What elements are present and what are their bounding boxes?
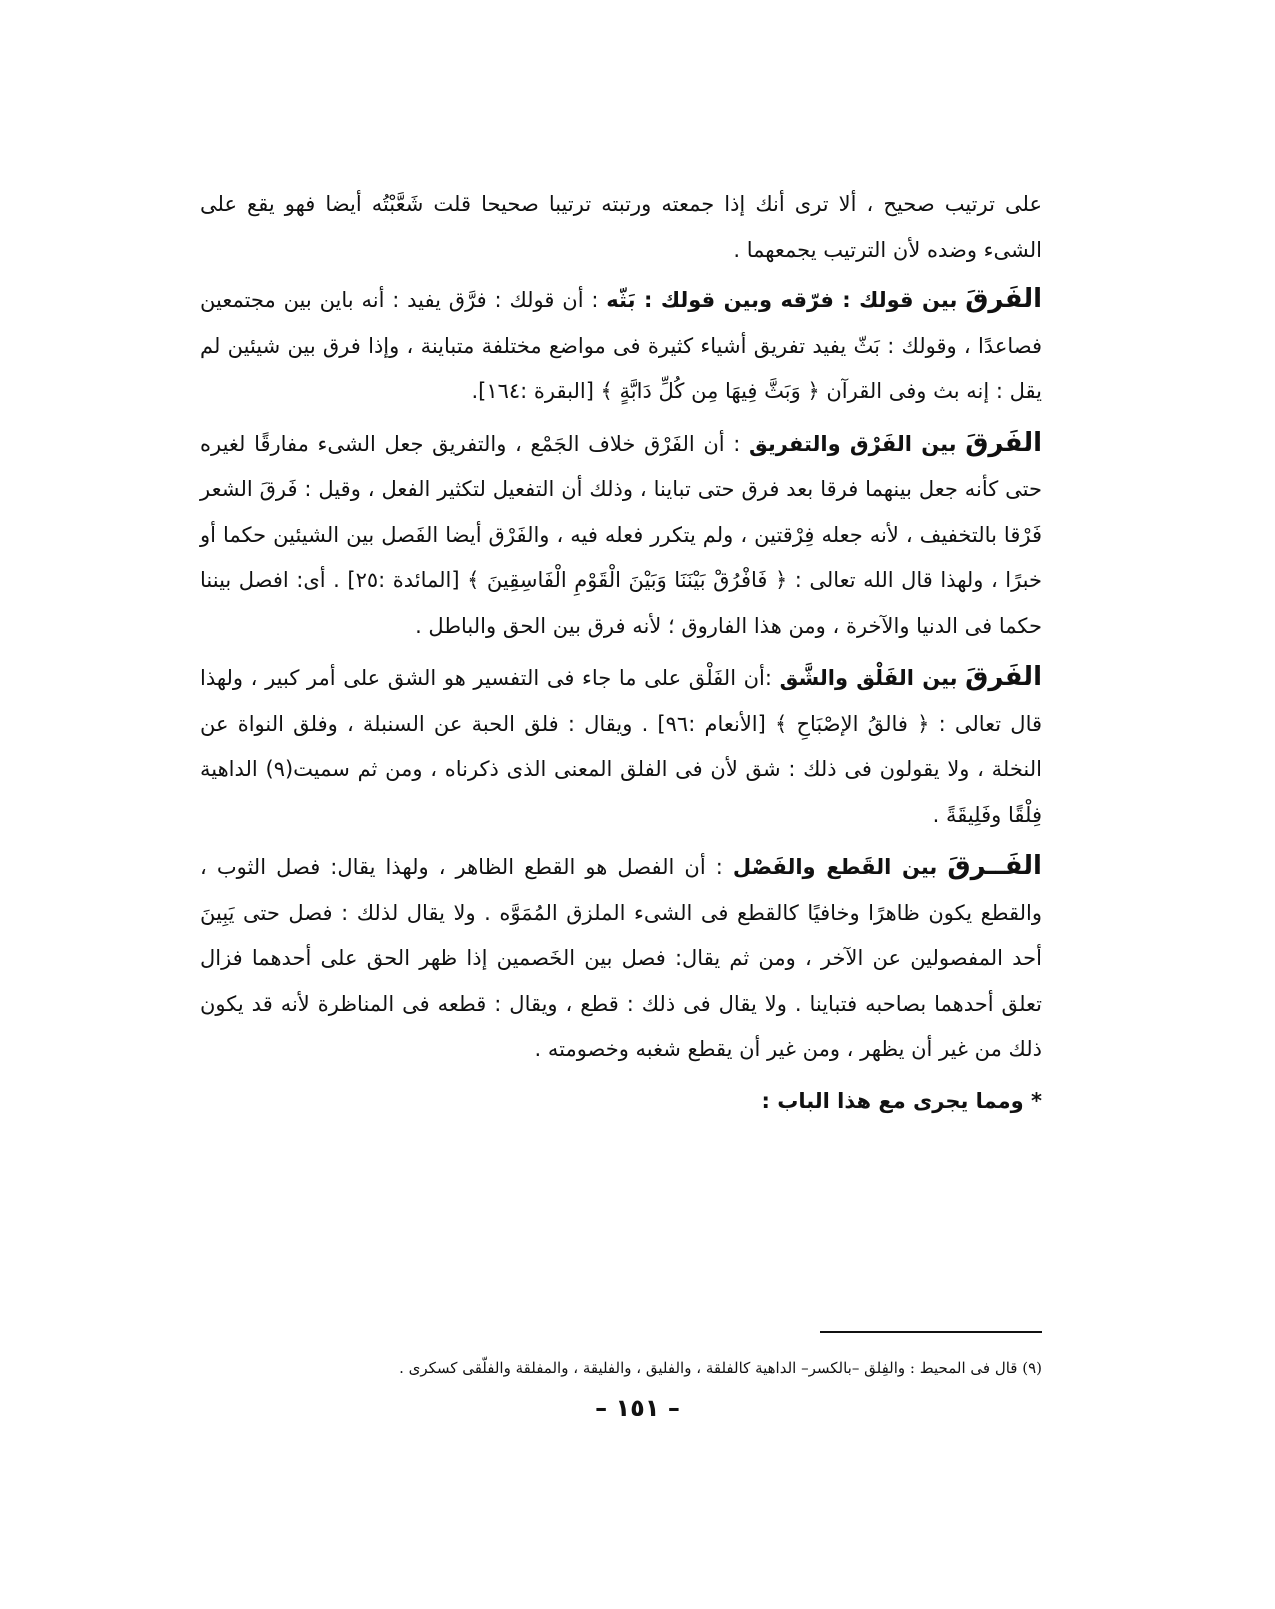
- closing-heading: * ومما يجرى مع هذا الباب :: [761, 1088, 1042, 1113]
- section-paragraph: [200, 421, 1042, 650]
- page-body: [200, 182, 1042, 1123]
- intro-paragraph: على ترتيب صحيح ، ألا ترى أنك إذا جمعته ورتبته ترتيبا صحيحا قلت شَعَّبْتُه أيضا فهو يقع على الشىء وضده لأن الترتيب يجمعهما .: [200, 192, 1042, 262]
- section-body: : أن الفصل هو القطع الظاهر ، ولهذا يقال: فصل الثوب ، والقطع يكون ظاهرًا وخافيًا كالقطع فى الشىء الملزق المُمَوَّه . ولا يقال لذلك : فصل حتى يَبِينَ أحد المفصولين عن الآخر ، ومن ثم يقال: فصل بين الخَصمين إذا ظهر الحق على أحدهما فزال تعلق أحدهما بصاحبه فتباينا . ولا يقال فى ذلك : قطع ، ويقال : قطعه فى المناظرة لأنه قد يكون ذلك من غير أن يظهر ، ومن غير أن يقطع شغبه وخصومته .: [200, 855, 1042, 1061]
- footnote-divider: [820, 1331, 1042, 1333]
- section-body: :أن الفَلْق على ما جاء فى التفسير هو الشق على أمر كبير ، ولهذا قال تعالى : ﴿ فالقُ الإصْبَاحِ ﴾ [الأنعام :٩٦] . ويقال : فلق الحبة عن السنبلة ، وفلق النواة عن النخلة ، ولا يقولون فى ذلك : شق لأن فى الفلق المعنى الذى ذكرناه ، ومن ثم سميت(٩) الداهية فِلْقًا وفَلِيقَةً .: [200, 666, 1043, 827]
- page-number: – ١٥١ –: [595, 1394, 680, 1422]
- section-keyword: الفَرقَ: [965, 284, 1042, 314]
- section-body: : أن الفَرْق خلاف الجَمْع ، والتفريق جعل الشىء مفارقًا لغيره حتى كأنه جعل بينهما فرقا بعد فرق حتى تباينا ، وذلك أن التفعيل لتكثير الفعل ، وقيل : فَرقَ الشعر فَرْقا بالتخفيف ، لأنه جعله فِرْقتين ، ولم يتكرر فعله فيه ، والفَرْق أيضا الفَصل بين الشيئين حكما أو خبرًا ، ولهذا قال الله تعالى : ﴿ فَافْرُقْ بَيْنَنَا وَبَيْنَ الْقَوْمِ الْفَاسِقِينَ ﴾ [المائدة :٢٥] . أى: افصل بيننا حكما فى الدنيا والآخرة ، ومن هذا الفاروق ؛ لأنه فرق بين الحق والباطل .: [200, 431, 1042, 638]
- section-heading: بين الفَرْق والتفريق: [748, 431, 957, 456]
- section-paragraph: [200, 844, 1042, 1073]
- section-heading: بين قولك : فرّقه وبين قولك : بَثّه: [606, 288, 958, 312]
- section-heading: بين القَطع والفَصْل: [732, 855, 938, 879]
- section-keyword: الفَرقَ: [965, 662, 1042, 692]
- section-keyword: الفَــرقَ: [947, 851, 1042, 881]
- section-keyword: الفَرقَ: [965, 427, 1042, 458]
- footnote: (٩) قال فى المحيط : والفِلق –بالكسر– الداهية كالفلقة ، والفليق ، والفليقة ، والمفلقة والفلّقى كسكرى .: [399, 1359, 1042, 1377]
- section-paragraph: [200, 655, 1042, 838]
- section-body: : أن قولك : فرَّق يفيد : أنه باين بين مجتمعين فصاعدًا ، وقولك : بَثّ يفيد تفريق أشياء كثيرة فى مواضع مختلفة متباينة ، وإذا فرق بين شيئين لم يقل : إنه بث وفى القرآن ﴿ وَبَثَّ فِيهَا مِن كُلِّ دَابَّةٍ ﴾ [البقرة :١٦٤].: [200, 288, 1042, 403]
- section-paragraph: [200, 277, 1042, 415]
- section-heading: بين الفَلْق والشَّق: [779, 666, 958, 690]
